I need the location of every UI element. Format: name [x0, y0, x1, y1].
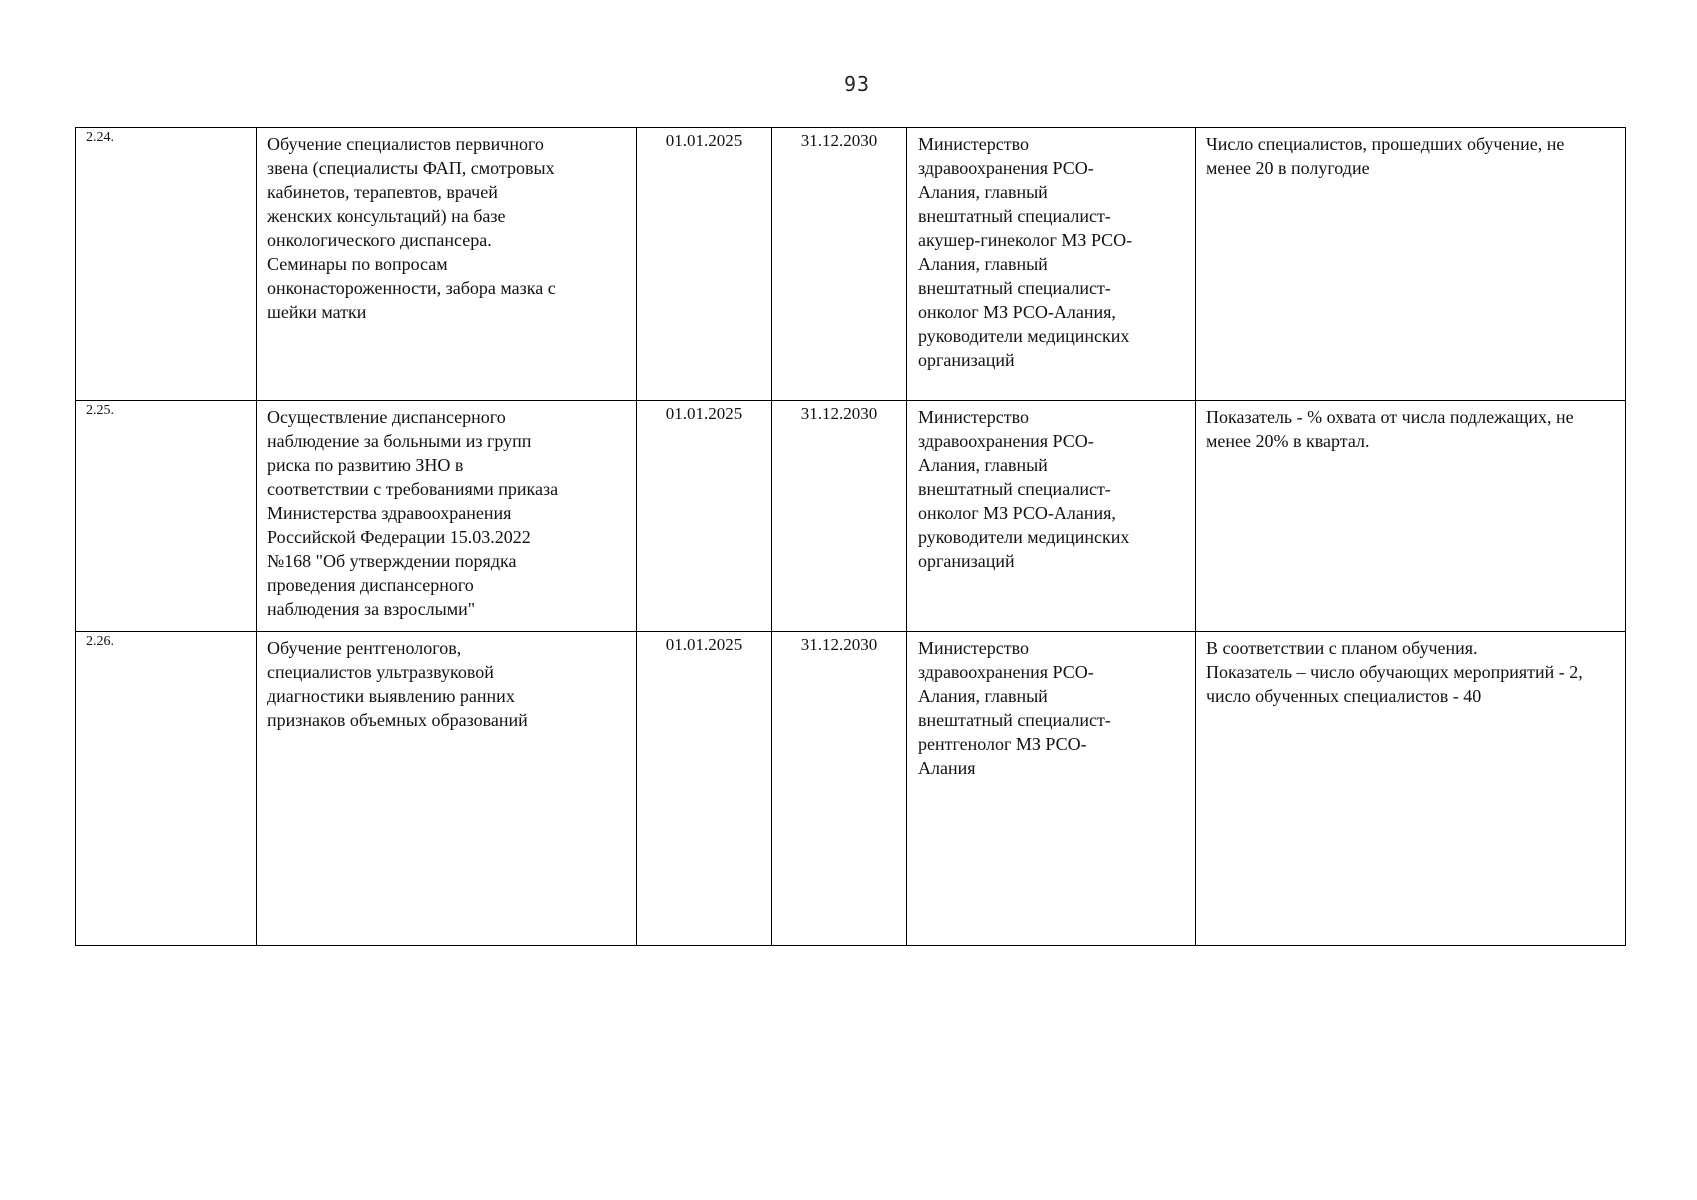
text-line: риска по развитию ЗНО в: [267, 455, 464, 475]
text-line: внештатный специалист-: [918, 710, 1111, 730]
end-date: 31.12.2030: [772, 401, 907, 632]
text-line: диагностики выявлению ранних: [267, 686, 515, 706]
text-line: Алания, главный: [918, 686, 1048, 706]
text-line: онконастороженности, забора мазка с: [267, 278, 556, 298]
responsible: [907, 128, 1196, 401]
measure-name: [257, 401, 637, 632]
text-line: проведения диспансерного: [267, 575, 474, 595]
text-line: Министерство: [918, 134, 1029, 154]
text-line: Осуществление диспансерного: [267, 407, 506, 427]
table-row: [76, 401, 1626, 632]
text-line: признаков объемных образований: [267, 710, 528, 730]
text-line: звена (специалисты ФАП, смотровых: [267, 158, 555, 178]
responsible: [907, 632, 1196, 946]
text-line: здравоохранения РСО-: [918, 431, 1094, 451]
text-line: Обучение специалистов первичного: [267, 134, 544, 154]
text-line: Алания, главный: [918, 455, 1048, 475]
text-line: акушер-гинеколог МЗ РСО-: [918, 230, 1133, 250]
text-line: Семинары по вопросам: [267, 254, 448, 274]
text-line: Министерство: [918, 638, 1029, 658]
text-line: менее 20% в квартал.: [1206, 431, 1370, 451]
responsible: [907, 401, 1196, 632]
table-row: [76, 128, 1626, 401]
text-line: рентгенолог МЗ РСО-: [918, 734, 1087, 754]
text-line: внештатный специалист-: [918, 278, 1111, 298]
measures-table: [75, 127, 1626, 946]
measure-name: [257, 632, 637, 946]
start-date: 01.01.2025: [637, 128, 772, 401]
measure-name: [257, 128, 637, 401]
text-line: Показатель - % охвата от числа подлежащих, не: [1206, 407, 1574, 427]
text-line: менее 20 в полугодие: [1206, 158, 1370, 178]
text-line: Обучение рентгенологов,: [267, 638, 462, 658]
start-date: 01.01.2025: [637, 632, 772, 946]
text-line: руководители медицинских: [918, 326, 1130, 346]
row-number: 2.25.: [76, 401, 257, 632]
text-line: кабинетов, терапевтов, врачей: [267, 182, 498, 202]
indicator: [1196, 632, 1626, 946]
end-date: 31.12.2030: [772, 632, 907, 946]
text-line: Алания, главный: [918, 254, 1048, 274]
text-line: внештатный специалист-: [918, 479, 1111, 499]
text-line: специалистов ультразвуковой: [267, 662, 494, 682]
text-line: наблюдения за взрослыми": [267, 599, 476, 619]
text-line: Показатель – число обучающих мероприятий - 2,: [1206, 662, 1583, 682]
text-line: шейки матки: [267, 302, 367, 322]
text-line: внештатный специалист-: [918, 206, 1111, 226]
start-date: 01.01.2025: [637, 401, 772, 632]
row-number: 2.26.: [76, 632, 257, 946]
text-line: онколог МЗ РСО-Алания,: [918, 503, 1116, 523]
text-line: Алания: [918, 758, 976, 778]
text-line: Число специалистов, прошедших обучение, не: [1206, 134, 1565, 154]
text-line: число обученных специалистов - 40: [1206, 686, 1482, 706]
text-line: Министерство: [918, 407, 1029, 427]
text-line: №168 "Об утверждении порядка: [267, 551, 517, 571]
text-line: онколог МЗ РСО-Алания,: [918, 302, 1116, 322]
text-line: Министерства здравоохранения: [267, 503, 512, 523]
text-line: организаций: [918, 350, 1015, 370]
end-date: 31.12.2030: [772, 128, 907, 401]
text-line: здравоохранения РСО-: [918, 158, 1094, 178]
row-number: 2.24.: [76, 128, 257, 401]
indicator: [1196, 401, 1626, 632]
text-line: онкологического диспансера.: [267, 230, 492, 250]
text-line: здравоохранения РСО-: [918, 662, 1094, 682]
table-row: [76, 632, 1626, 946]
text-line: соответствии с требованиями приказа: [267, 479, 559, 499]
page-number: 93: [843, 72, 871, 96]
text-line: женских консультаций) на базе: [267, 206, 506, 226]
text-line: руководители медицинских: [918, 527, 1130, 547]
text-line: организаций: [918, 551, 1015, 571]
text-line: наблюдение за больными из групп: [267, 431, 532, 451]
text-line: В соответствии с планом обучения.: [1206, 638, 1478, 658]
text-line: Российской Федерации 15.03.2022: [267, 527, 531, 547]
indicator: [1196, 128, 1626, 401]
text-line: Алания, главный: [918, 182, 1048, 202]
